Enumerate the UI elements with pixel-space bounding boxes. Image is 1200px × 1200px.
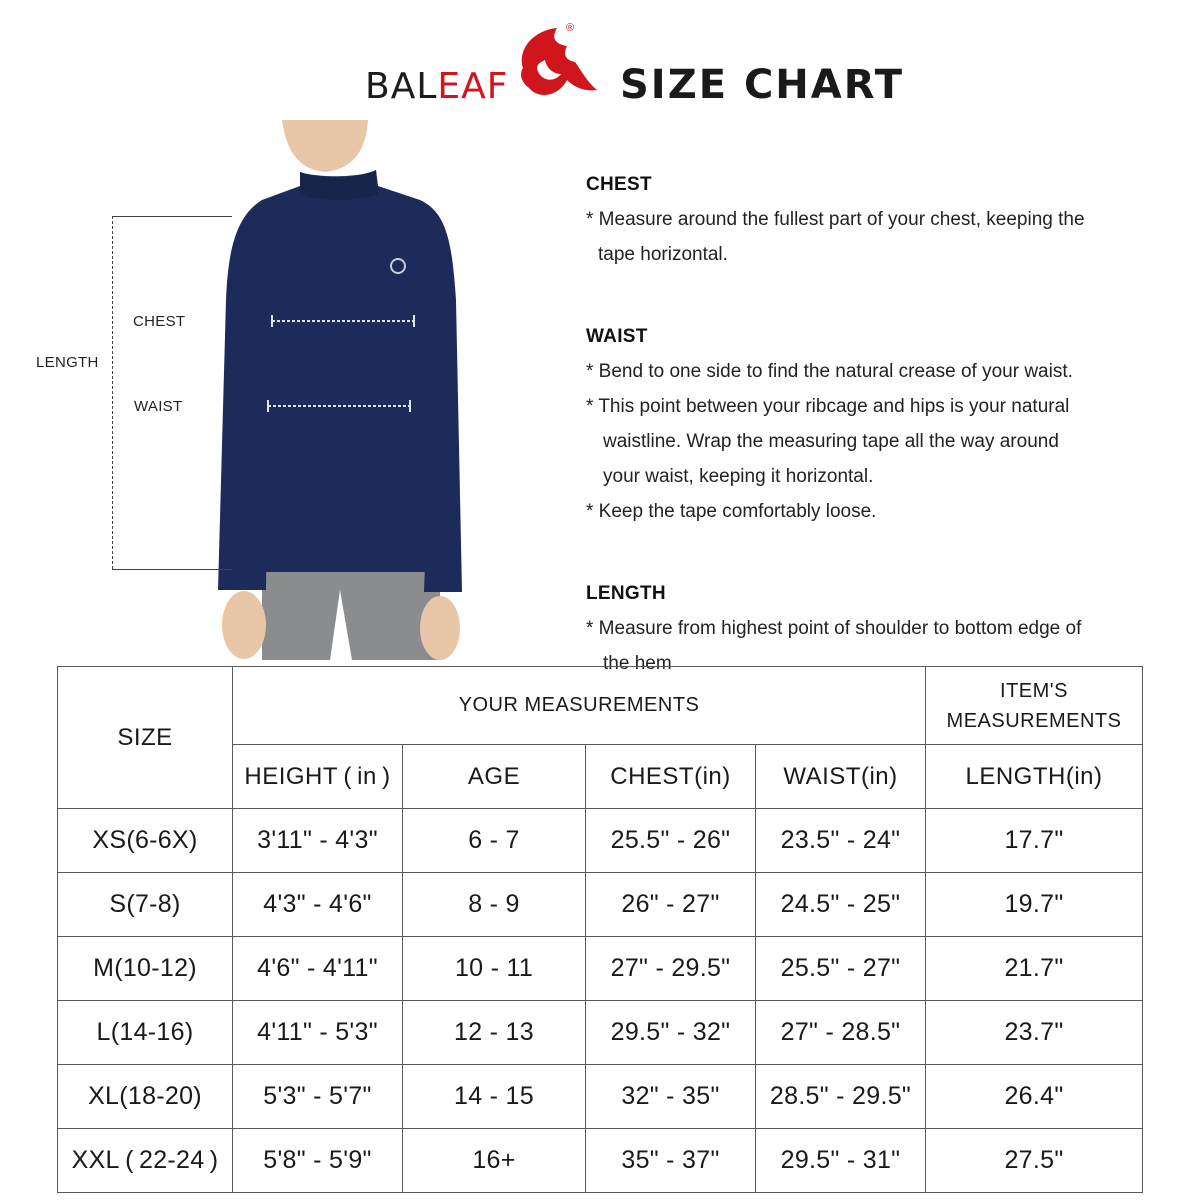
chest-cell: 25.5" - 26" <box>586 809 756 873</box>
height-column-header: HEIGHT ( in ) <box>233 745 403 809</box>
height-cell: 4'11" - 5'3" <box>233 1001 403 1065</box>
waist-cell: 23.5" - 24" <box>756 809 926 873</box>
size-chart-table <box>57 666 1143 1193</box>
waist-instruction-line: * Keep the tape comfortably loose. <box>586 501 877 522</box>
chin-shape <box>282 120 368 172</box>
size-cell: S(7-8) <box>58 873 233 937</box>
age-cell: 14 - 15 <box>403 1065 586 1129</box>
size-cell: L(14-16) <box>58 1001 233 1065</box>
age-cell: 16+ <box>403 1129 586 1193</box>
waist-instruction-line: * This point between your ribcage and hips is your natural <box>586 396 1070 417</box>
length-cell: 19.7" <box>926 873 1143 937</box>
length-column-header: LENGTH(in) <box>926 745 1143 809</box>
length-cell: 27.5" <box>926 1129 1143 1193</box>
length-instruction-line: * Measure from highest point of shoulder to bottom edge of <box>586 618 1082 639</box>
table-row <box>58 1129 1143 1193</box>
chest-instruction-line: * Measure around the fullest part of your chest, keeping the <box>586 209 1085 230</box>
chest-column-header: CHEST(in) <box>586 745 756 809</box>
length-heading: LENGTH <box>586 583 666 604</box>
baleaf-leaf-logo-icon <box>515 24 601 104</box>
height-cell: 3'11" - 4'3" <box>233 809 403 873</box>
waist-cell: 25.5" - 27" <box>756 937 926 1001</box>
length-cell: 21.7" <box>926 937 1143 1001</box>
height-cell: 5'8" - 5'9" <box>233 1129 403 1193</box>
brand-prefix: BA <box>365 66 417 107</box>
table-row <box>58 809 1143 873</box>
table-row <box>58 1001 1143 1065</box>
chest-cell: 27" - 29.5" <box>586 937 756 1001</box>
registered-mark: ® <box>566 22 575 34</box>
length-cell: 23.7" <box>926 1001 1143 1065</box>
waist-cell: 27" - 28.5" <box>756 1001 926 1065</box>
left-hand-shape <box>222 591 266 659</box>
chest-cell: 32" - 35" <box>586 1065 756 1129</box>
size-cell: XS(6-6X) <box>58 809 233 873</box>
waist-cell: 28.5" - 29.5" <box>756 1065 926 1129</box>
chest-cell: 29.5" - 32" <box>586 1001 756 1065</box>
size-column-header: SIZE <box>58 667 233 809</box>
waist-cell: 24.5" - 25" <box>756 873 926 937</box>
waist-heading: WAIST <box>586 326 648 347</box>
measurement-figure <box>0 120 580 665</box>
waist-label: WAIST <box>134 398 183 415</box>
size-cell: M(10-12) <box>58 937 233 1001</box>
waist-instruction-line: waistline. Wrap the measuring tape all the way around <box>603 431 1059 452</box>
right-hand-shape <box>420 596 460 660</box>
table-row <box>58 873 1143 937</box>
size-cell: XXL ( 22-24 ) <box>58 1129 233 1193</box>
chest-cell: 35" - 37" <box>586 1129 756 1193</box>
length-bracket-top <box>112 216 232 217</box>
length-label: LENGTH <box>36 354 99 371</box>
shirt-shape <box>218 170 462 592</box>
collar-shape <box>300 170 378 200</box>
age-cell: 12 - 13 <box>403 1001 586 1065</box>
length-cell: 17.7" <box>926 809 1143 873</box>
pants-shape <box>262 560 440 660</box>
age-cell: 8 - 9 <box>403 873 586 937</box>
brand-mid: L <box>416 66 438 107</box>
size-cell: XL(18-20) <box>58 1065 233 1129</box>
age-cell: 6 - 7 <box>403 809 586 873</box>
chest-heading: CHEST <box>586 174 652 195</box>
table-row <box>58 937 1143 1001</box>
items-measurements-header <box>926 667 1143 745</box>
measurement-instructions <box>586 170 1186 681</box>
length-cell: 26.4" <box>926 1065 1143 1129</box>
chest-label: CHEST <box>133 313 186 330</box>
header <box>0 0 1200 120</box>
length-bracket-line <box>112 216 113 569</box>
length-instruction-line: the hem <box>603 653 672 674</box>
model-illustration <box>0 120 580 665</box>
waist-cell: 29.5" - 31" <box>756 1129 926 1193</box>
height-cell: 4'6" - 4'11" <box>233 937 403 1001</box>
your-measurements-header: YOUR MEASUREMENTS <box>233 667 926 745</box>
chest-cell: 26" - 27" <box>586 873 756 937</box>
height-cell: 4'3" - 4'6" <box>233 873 403 937</box>
brand-suffix: EAF <box>437 66 509 107</box>
size-rows <box>58 809 1143 1193</box>
page-title: SIZE CHART <box>620 62 905 108</box>
waist-instruction-line: your waist, keeping it horizontal. <box>603 466 874 487</box>
items-measurements-line2: MEASUREMENTS <box>946 709 1122 732</box>
chest-instruction-line: tape horizontal. <box>598 244 728 265</box>
items-measurements-line1: ITEM'S <box>1000 679 1068 702</box>
brand-wordmark <box>365 66 508 107</box>
table-row <box>58 1065 1143 1129</box>
age-cell: 10 - 11 <box>403 937 586 1001</box>
waist-instruction-line: * Bend to one side to find the natural crease of your waist. <box>586 361 1073 382</box>
waist-column-header: WAIST(in) <box>756 745 926 809</box>
length-bracket-bottom <box>112 569 232 570</box>
age-column-header: AGE <box>403 745 586 809</box>
height-cell: 5'3" - 5'7" <box>233 1065 403 1129</box>
